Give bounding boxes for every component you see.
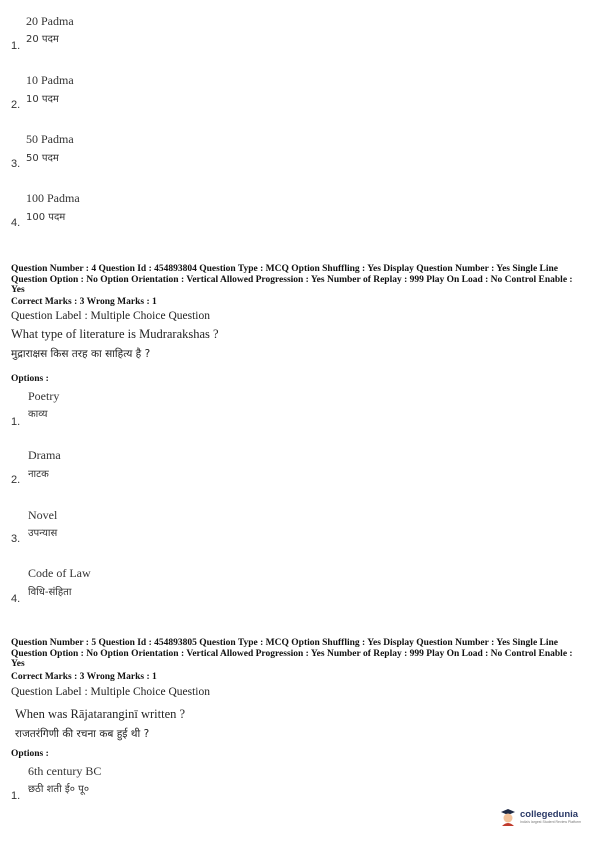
- options-heading: Options :: [11, 749, 49, 759]
- option-text-hi: 100 पदम: [26, 212, 66, 223]
- option-number: 3.: [11, 158, 21, 170]
- option-text-en: 50 Padma: [26, 132, 74, 146]
- option-number: 2.: [11, 474, 21, 486]
- question-text-en: When was Rājataranginī written ?: [15, 707, 186, 721]
- option-text-hi: 50 पदम: [26, 153, 59, 164]
- option-number: 4.: [11, 217, 21, 229]
- option-text-hi: 10 पदम: [26, 94, 59, 105]
- option-number: 1.: [11, 790, 21, 802]
- option-number: 1.: [11, 416, 21, 428]
- option-text-en: 10 Padma: [26, 73, 74, 87]
- option-number: 1.: [11, 40, 21, 52]
- question-label: Question Label : Multiple Choice Question: [11, 686, 210, 698]
- option-number: 2.: [11, 99, 21, 111]
- option-text-en: Novel: [28, 508, 58, 522]
- logo-brand: collegedunia: [520, 809, 579, 820]
- question-marks: Correct Marks : 3 Wrong Marks : 1: [11, 297, 157, 307]
- option-text-hi: छठी शती ई० पू०: [28, 784, 90, 795]
- collegedunia-logo: [500, 808, 581, 826]
- question-meta: Question Number : 5 Question Id : 454893805 Question Type : MCQ Option Shuffling : Yes Display Question Number : Yes Single Line Question Option : No Option Orientation : Vertical Allowed Progression : Yes Number of Replay : 999 Play On Load : No Control Enable : Yes: [11, 638, 573, 669]
- options-heading: Options :: [11, 374, 49, 384]
- option-number: 4.: [11, 593, 21, 605]
- option-text-en: 100 Padma: [26, 191, 80, 205]
- option-text-hi: उपन्यास: [28, 528, 58, 539]
- question-meta: Question Number : 4 Question Id : 454893804 Question Type : MCQ Option Shuffling : Yes Display Question Number : Yes Single Line Question Option : No Option Orientation : Vertical Allowed Progression : Yes Number of Replay : 999 Play On Load : No Control Enable : Yes: [11, 264, 573, 295]
- question-label: Question Label : Multiple Choice Question: [11, 310, 210, 322]
- option-text-hi: 20 पदम: [26, 34, 59, 45]
- option-text-en: Drama: [28, 448, 61, 462]
- logo-tagline: India's largest Student Review Platform: [520, 820, 581, 824]
- question-text-hi: राजतरंगिणी की रचना कब हुई थी ?: [15, 728, 150, 740]
- option-text-en: 6th century BC: [28, 764, 102, 778]
- question-marks: Correct Marks : 3 Wrong Marks : 1: [11, 672, 157, 682]
- option-number: 3.: [11, 533, 21, 545]
- option-text-en: Poetry: [28, 389, 60, 403]
- option-text-hi: नाटक: [28, 469, 49, 480]
- option-text-en: 20 Padma: [26, 14, 74, 28]
- question-text-hi: मुद्राराक्षस किस तरह का साहित्य है ?: [11, 348, 151, 360]
- option-text-hi: विधि-संहिता: [28, 587, 72, 598]
- option-text-hi: काव्य: [28, 409, 48, 420]
- question-text-en: What type of literature is Mudrarakshas ?: [11, 327, 219, 341]
- option-text-en: Code of Law: [28, 566, 91, 580]
- graduate-mascot-icon: [500, 808, 516, 826]
